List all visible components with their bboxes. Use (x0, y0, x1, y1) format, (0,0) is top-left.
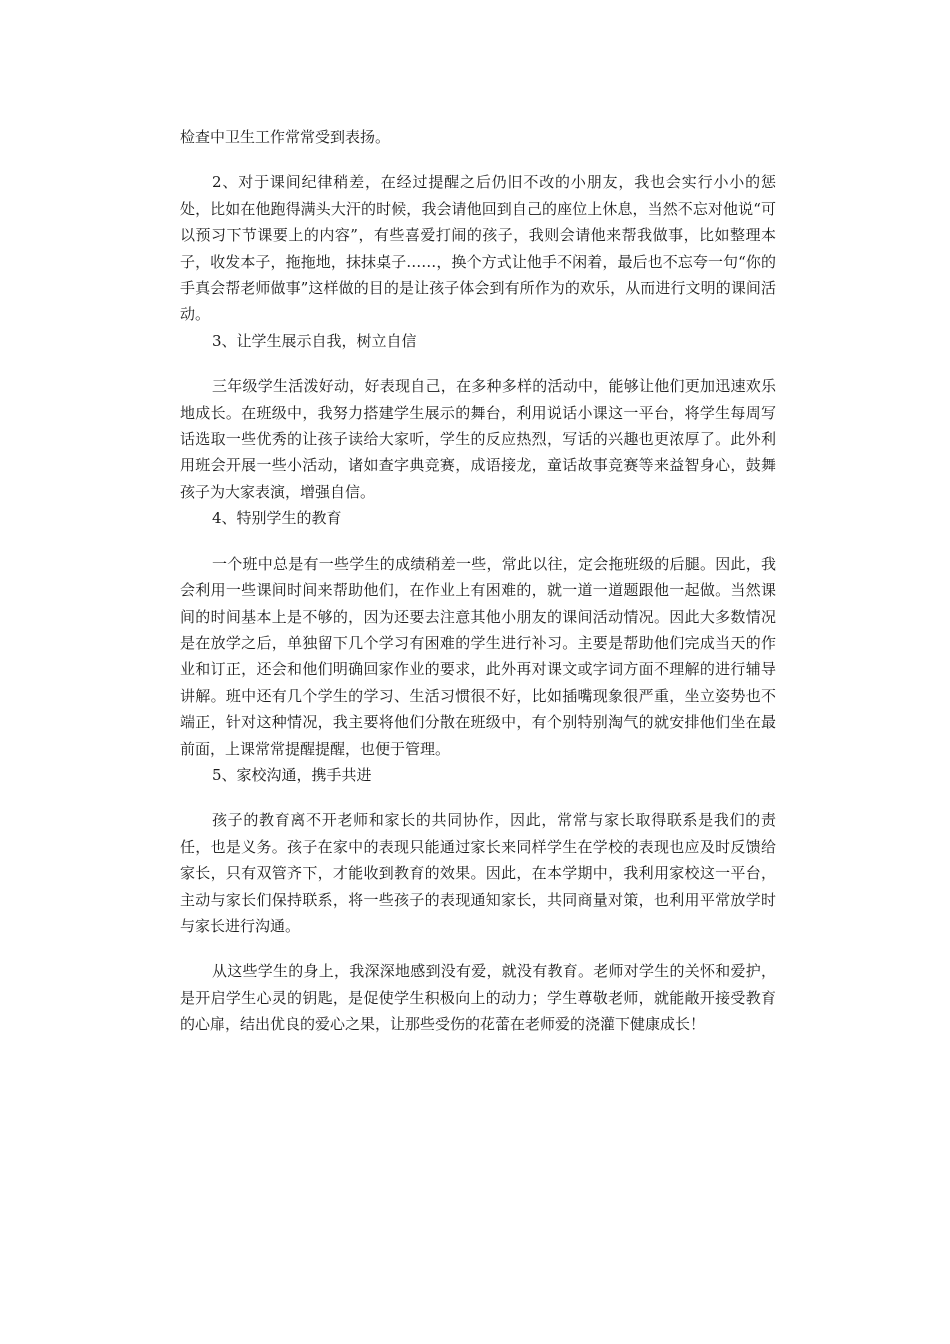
paragraph-self-confidence: 三年级学生活泼好动，好表现自己，在多种多样的活动中，能够让他们更加迅速欢乐地成长。在班级中，我努力搭建学生展示的舞台，利用说话小课这一平台，将学生每周写话选取一些优秀的让孩子读给大家听，学生的反应热烈，写话的兴趣也更浓厚了。此外利用班会开展一些小活动，诸如查字典竞赛，成语接龙，童话故事竞赛等来益智身心，鼓舞孩子为大家表演，增强自信。 (180, 377, 776, 501)
section-heading-4: 4、特别学生的教育 (212, 509, 342, 528)
paragraph-special-students: 一个班中总是有一些学生的成绩稍差一些，常此以往，定会拖班级的后腿。因此，我会利用一些课间时间来帮助他们，在作业上有困难的，就一道一道题跟他一起做。当然课间的时间基本上是不够的，因为还要去注意其他小朋友的课间活动情况。因此大多数情况是在放学之后，单独留下几个学习有困难的学生进行补习。主要是帮助他们完成当天的作业和订正，还会和他们明确回家作业的要求，此外再对课文或字词方面不理解的进行辅导讲解。班中还有几个学生的学习、生活习惯很不好，比如插嘴现象很严重，坐立姿势也不端正，针对这种情况，我主要将他们分散在班级中，有个别特别淘气的就安排他们坐在最前面，上课常常提醒提醒，也便于管理。 (180, 554, 776, 758)
section-heading-3: 3、让学生展示自我，树立自信 (212, 331, 417, 350)
paragraph-home-school: 孩子的教育离不开老师和家长的共同协作，因此，常常与家长取得联系是我们的责任，也是义务。孩子在家中的表现只能通过家长来同样学生在学校的表现也应及时反馈给家长，只有双管齐下，才能收到教育的效果。因此，在本学期中，我利用家校这一平台，主动与家长们保持联系，将一些孩子的表现通知家长，共同商量对策，也利用平常放学时与家长进行沟通。 (180, 811, 776, 935)
paragraph-continuation: 检查中卫生工作常常受到表扬。 (180, 128, 391, 146)
document-page (180, 124, 776, 1038)
paragraph-conclusion: 从这些学生的身上，我深深地感到没有爱，就没有教育。老师对学生的关怀和爱护，是开启学生心灵的钥匙，是促使学生积极向上的动力；学生尊敬老师，就能敞开接受教育的心扉，结出优良的爱心之果，让那些受伤的花蕾在老师爱的浇灌下健康成长！ (180, 962, 776, 1034)
section-heading-5: 5、家校沟通，携手共进 (212, 765, 372, 784)
paragraph-discipline: 2、对于课间纪律稍差，在经过提醒之后仍旧不改的小朋友，我也会实行小小的惩处，比如在他跑得满头大汗的时候，我会请他回到自己的座位上休息，当然不忘对他说“可以预习下节课要上的内容”，有些喜爱打闹的孩子，我则会请他来帮我做事，比如整理本子，收发本子，拖拖地，抹抹桌子……，换个方式让他手不闲着，最后也不忘夸一句“你的手真会帮老师做事”这样做的目的是让孩子体会到有所作为的欢乐，从而进行文明的课间活动。 (180, 173, 776, 324)
